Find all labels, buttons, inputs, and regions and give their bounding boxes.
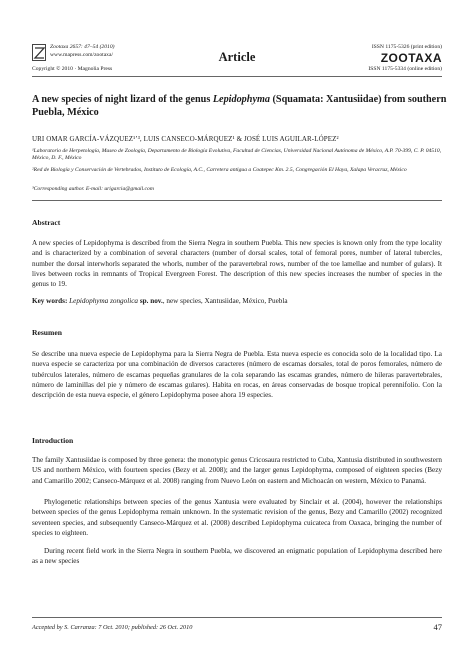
introduction-heading: Introduction bbox=[32, 436, 74, 445]
title-part: A new species of night lizard of the genus bbox=[32, 94, 213, 105]
intro-paragraph-1: The family Xantusiidae is composed by three genera: the monotypic genus Cricosaura restricted to Cuba, Xantusia distributed in southwestern US and northern México, with fourteen species (Bezy et al. 2008); and the larger genus Lepidophyma, composed of eighteen species (Bezy and Camarillo 2002; Canseco-Márquez et al. 2008) ranging from Nuevo León on eastern and Michoacán on western, México to Panamá. bbox=[32, 456, 442, 485]
intro-paragraph-2: Phylogenetic relationships between species of the genus Xantusia were evaluated by Sinclair et al. (2004), however the relationships between species of the genus Lepidophyma remain unknown. In the systematic revision of the genus, Bezy and Camarillo (2002) recognized seventeen species, and subsequently Canseco-Márquez et al. (2008) described Lepidophyma cuicateca from Oaxaca, bringing the number of species to eighteen. bbox=[32, 498, 442, 537]
affiliation-2: ²Red de Biología y Conservación de Vertebrados, Instituto de Ecología, A.C., Carretera antigua a Coatepec Km. 2.5, Congregación El Haya, Xalapa Veracruz, México bbox=[32, 167, 407, 173]
page-number: 47 bbox=[433, 622, 442, 632]
issn-print: ISSN 1175-5326 (print edition) bbox=[371, 44, 442, 50]
affiliation-3: ³Corresponding author. E-mail: urigarcia@gmail.com bbox=[32, 186, 154, 192]
copyright: Copyright © 2010 · Magnolia Press bbox=[32, 66, 113, 72]
resumen-heading: Resumen bbox=[32, 328, 62, 337]
journal-url[interactable]: www.mapress.com/zootaxa/ bbox=[50, 52, 114, 58]
paper-title bbox=[32, 93, 452, 119]
keywords-rest: , new species, Xantusiidae, México, Puebla bbox=[162, 297, 288, 305]
keywords-label: Key words: bbox=[32, 297, 68, 305]
keywords-nov: sp. nov. bbox=[138, 297, 163, 305]
affiliation-1: ¹Laboratorio de Herpetología, Museo de Zoología, Departamento de Biología Evolutiva, Facultad de Ciencias, Universidad Nacional Autónoma de México, A.P. 70-399, C. P. 04510, México, D. F., México bbox=[32, 148, 442, 161]
authors: URI OMAR GARCÍA-VÁZQUEZ¹ʼ³, LUIS CANSECO-MÁRQUEZ¹ & JOSÉ LUIS AGUILAR-LÓPEZ² bbox=[32, 135, 339, 143]
header-rule bbox=[32, 76, 442, 77]
abstract-heading: Abstract bbox=[32, 218, 61, 227]
footer-rule bbox=[32, 617, 442, 618]
intro-paragraph-3: During recent field work in the Sierra Negra in southern Puebla, we discovered an enigmatic population of Lepidophyma described here as a new species bbox=[32, 547, 442, 566]
affiliation-rule bbox=[32, 200, 442, 201]
article-label: Article bbox=[218, 50, 256, 64]
issn-online: ISSN 1175-5334 (online edition) bbox=[368, 66, 442, 72]
citation: Zootaxa 2657: 47–54 (2010) bbox=[50, 44, 115, 50]
keywords-species: Lepidophyma zongolica bbox=[69, 297, 139, 305]
abstract-text: A new species of Lepidophyma is described from the Sierra Negra in southern Puebla. This new species is known only from the type locality and is characterized by a combination of several characters (number of dorsal scales, total of femoral pores, number of lateral tubercles, number the dorsal interwhorls separated the whorls, number of the paravertebral rows, number of the toe lamellae and number of gulars). It lives between rocks in remnants of Tropical Evergreen Forest. The description of this new species increases the number of species in the genus to 19. bbox=[32, 239, 442, 289]
journal-name: ZOOTAXA bbox=[380, 51, 442, 65]
resumen-text: Se describe una nueva especie de Lepidophyma para la Sierra Negra de Puebla. Esta nueva especie es conocida solo de la localidad tipo. La nueva especie se caracteriza por una combinación de diversos caracteres (número de escamas dorsales, total de poros femorales, número de tubérculos laterales, número de escamas pequeñas granulares de la cola separando las escamas grandes, número de hileras paravertebrales, número de laminillas del pie y número de escamas gulares). Habita en rocas, en áreas conservadas de bosque tropical perennifolio. Con la descripción de esta nueva especie, el género Lepidophyma posee ahora 19 especies. bbox=[32, 350, 442, 400]
keywords bbox=[32, 296, 442, 306]
title-part: (Squamata: Xantusiidae) from southern Puebla, México bbox=[32, 94, 447, 118]
accepted-line: Accepted by S. Carranza: 7 Oct. 2010; published: 26 Oct. 2010 bbox=[32, 624, 193, 631]
title-genus: Lepidophyma bbox=[212, 94, 270, 105]
